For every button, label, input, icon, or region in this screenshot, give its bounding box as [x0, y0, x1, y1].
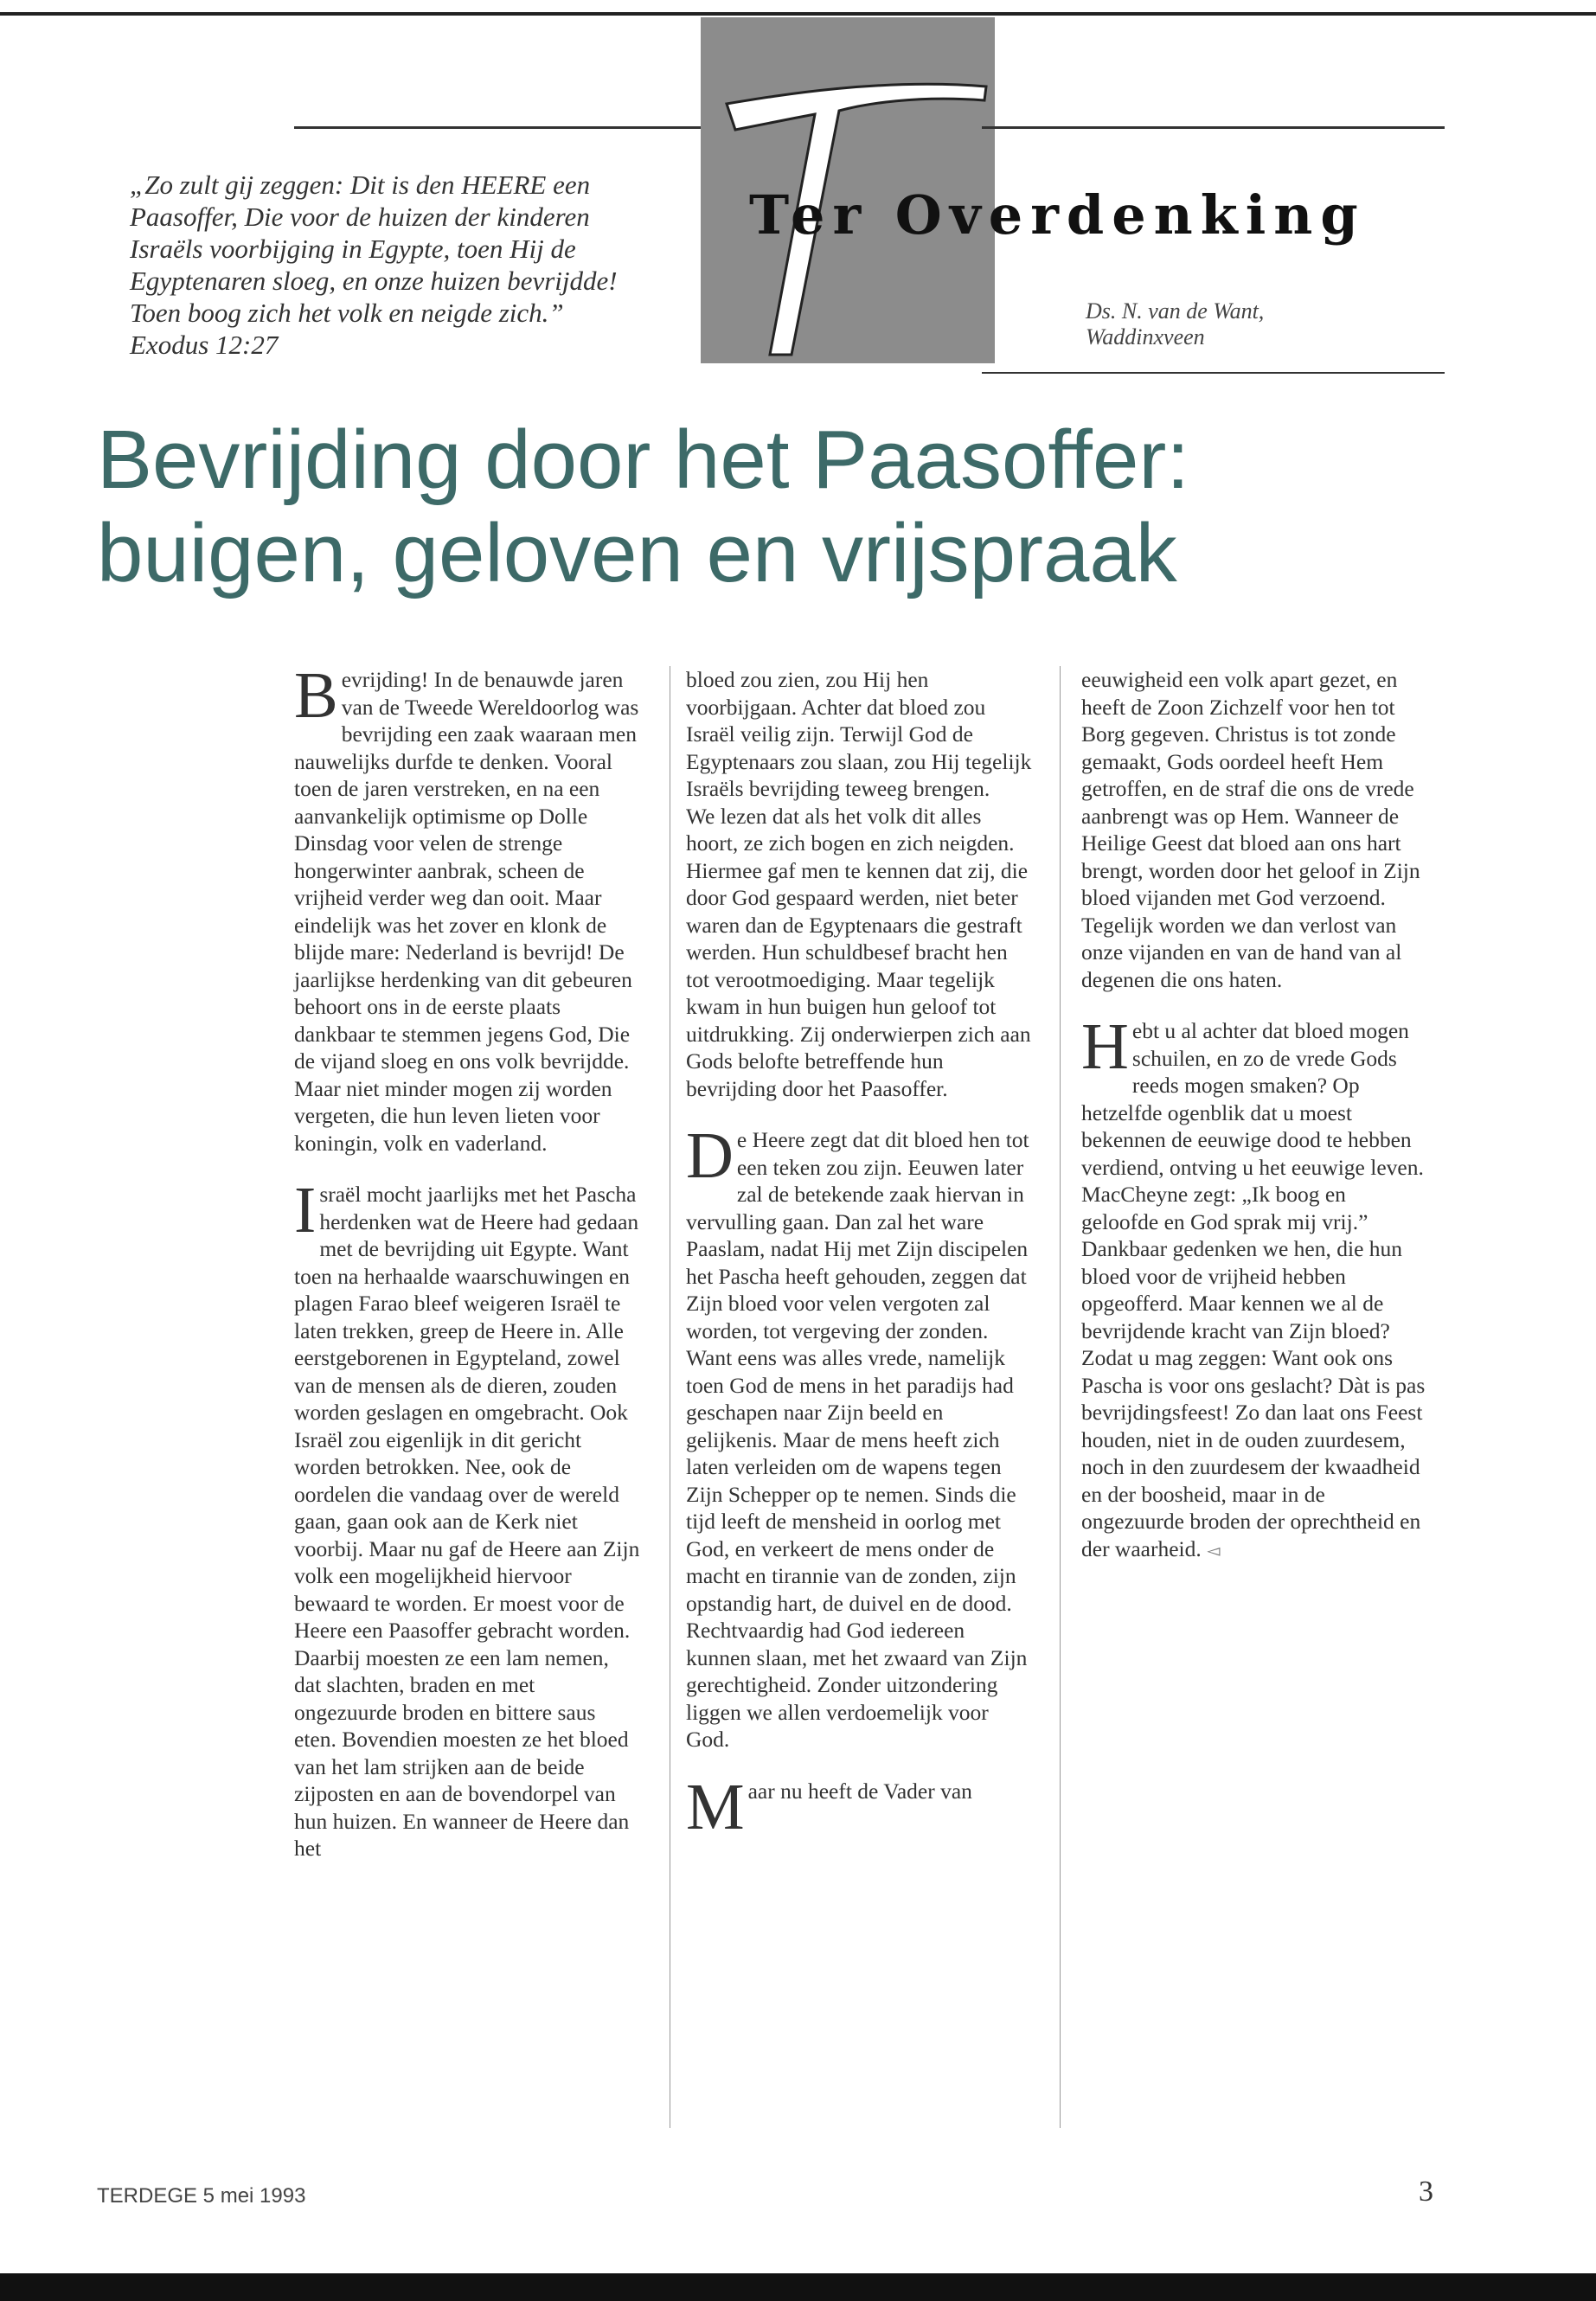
header-rule-bottom — [982, 372, 1445, 374]
end-mark-icon: ◅ — [1207, 1541, 1221, 1561]
paragraph-text: aar nu heeft de Vader van — [747, 1778, 972, 1804]
headline — [97, 413, 1481, 600]
article-column-3 — [1081, 666, 1427, 1589]
paragraph-text: evrijding! In de benauwde jaren van de Tweede Wereldoorlog was bevrijding een zaak waaraan men nauwelijks durfde te denken. Vooral toen de jaren verstreken, en na een aanvankelijk optimisme op Dolle Dinsdag voor velen de strenge hongerwinter aanbrak, scheen de vrijheid verder weg dan ooit. Maar eindelijk was het zover en klonk de blijde mare: Nederland is bevrijd! De jaarlijkse herdenking van dit gebeuren behoort ons in de eerste plaats dankbaar te stemmen jegens God, Die de vijand sloeg en ons volk bevrijdde. Maar niet minder mogen zij worden vergeten, die hun leven lieten voor koningin, volk en vaderland. — [294, 667, 639, 1156]
paragraph: Want eens was alles vrede, namelijk toen God de mens in het paradijs had geschapen naar Zijn beeld en gelijkenis. Maar de mens heeft zich laten verleiden om de wapens tegen Zijn Schepper op te nemen. Sinds die tijd leeft de mensheid in oorlog met God, en verkeert de mens onder de macht en tirannie van de zonden, zijn opstandig hart, de duivel en de dood. Rechtvaardig had God iedereen kunnen slaan, met het zwaard van Zijn gerechtigheid. Zonder uitzondering liggen we allen verdoemelijk voor God. — [686, 1345, 1028, 1752]
article-column-2 — [686, 666, 1032, 1843]
paragraph — [1081, 1235, 1427, 1565]
paragraph-text: ebt u al achter dat bloed mogen schuilen, en zo de vrede Gods reeds mogen smaken? Op hetzelfde ogenblik dat u moest bekennen de eeuwige dood te hebben verdiend, ontving u het eeuwige leven. MacCheyne zegt: „Ik boog en geloofde en God sprak mij vrij.” — [1081, 1018, 1424, 1234]
top-rule — [0, 12, 1596, 16]
paragraph — [686, 1119, 1032, 1344]
paragraph — [294, 659, 640, 1157]
paragraph: eeuwigheid een volk apart gezet, en heeft de Zoon Zichzelf voor hen tot Borg gegeven. Christus is tot zonde gemaakt, Gods oordeel heeft Hem getroffen, en de straf die ons de vrede aanbrengt was op Hem. Wanneer de Heilige Geest dat bloed aan ons hart brengt, worden door het geloof in Zijn bloed vijanden met God verzoend. Tegelijk worden we dan verlost van onze vijanden en van de hand van al degenen die ons haten. — [1081, 667, 1420, 992]
paragraph — [1081, 1010, 1427, 1235]
drop-cap: H — [1081, 1010, 1129, 1083]
column-divider — [1060, 666, 1061, 2128]
drop-cap: I — [294, 1174, 317, 1247]
headline-line-2: buigen, geloven en vrijspraak — [97, 507, 1177, 599]
author-place: Waddinxveen — [1086, 324, 1205, 349]
paragraph-text: e Heere zegt dat dit bloed hen tot een teken zou zijn. Eeuwen later zal de betekende zaak hiervan in vervulling gaan. Dan zal het ware Paaslam, nadat Hij met Zijn discipelen het Pascha heeft gehouden, zeggen dat Zijn bloed voor velen vergoten zal worden, tot vergeving der zonden. — [686, 1127, 1029, 1343]
footer-issue: TERDEGE 5 mei 1993 — [97, 2184, 306, 2208]
author-byline — [1086, 298, 1264, 350]
header-rule-left — [294, 126, 701, 129]
author-name: Ds. N. van de Want, — [1086, 298, 1265, 324]
paragraph: bloed zou zien, zou Hij hen voorbijgaan. Achter dat bloed zou Israël veilig zijn. Terwijl God de Egyptenaars zou slaan, zou Hij tegelijk Israëls bevrijding teweeg brengen. — [686, 667, 1032, 801]
drop-cap: M — [686, 1770, 745, 1843]
article-column-1 — [294, 659, 640, 1887]
drop-cap: B — [294, 659, 338, 732]
paragraph-text: sraël mocht jaarlijks met het Pascha herdenken wat de Heere had gedaan met de bevrijding uit Egypte. Want toen na herhaalde waarschuwingen en plagen Farao bleef weigeren Israël te laten trekken, greep de Heere in. Alle eerstgeborenen in Egypteland, zowel van de mensen als de dieren, zouden worden geslagen en omgebracht. Ook Israël zou eigenlijk in dit gericht worden betrokken. Nee, ook de oordelen die vandaag over de wereld gaan, gaan ook aan de Kerk niet voorbij. Maar nu gaf de Heere aan Zijn volk een mogelijkheid hiervoor bewaard te worden. Er moest voor de Heere een Paasoffer gebracht worden. Daarbij moesten ze een lam nemen, dat slachten, braden en met ongezuurde broden en bittere saus eten. Bovendien moesten ze het bloed van het lam strijken aan de beide zijposten en aan de bovendorpel van hun huizen. En wanneer de Heere dan het — [294, 1182, 640, 1861]
paragraph — [294, 1174, 640, 1862]
headline-line-1: Bevrijding door het Paasoffer: — [97, 413, 1189, 506]
paragraph — [686, 1770, 1032, 1843]
bible-quote: „Zo zult gij zeggen: Dit is den HEERE een Paasoffer, Die voor de huizen der kinderen Israëls voorbijging in Egypte, toen Hij de Egyptenaren sloeg, en onze huizen bevrijdde! Toen boog zich het volk en neigde zich.” Exodus 12:27 — [130, 170, 618, 360]
paragraph-text: Dankbaar gedenken we hen, die hun bloed voor de vrijheid hebben opgeofferd. Maar kennen we al de bevrijdende kracht van Zijn bloed? Zodat u mag zeggen: Want ook ons Pascha is voor ons geslacht? Dàt is pas bevrijdingsfeest! Zo dan laat ons Feest houden, niet in de ouden zuurdesem, noch in den zuurdesem der kwaadheid en der boosheid, maar in de ongezuurde broden der oprechtheid en der waarheid. — [1081, 1236, 1426, 1561]
header-rule-right — [982, 126, 1445, 129]
paragraph: We lezen dat als het volk dit alles hoort, ze zich bogen en zich neigden. Hiermee gaf men te kennen dat zij, die door God gespaard werden, niet beter waren dan de Egyptenaars die gestraft werden. Hun schuldbesef bracht hen tot verootmoediging. Maar tegelijk kwam in hun buigen hun geloof tot uitdrukking. Zij onderwierpen zich aan Gods belofte betreffende hun bevrijding door het Paasoffer. — [686, 803, 1031, 1101]
page-number: 3 — [1419, 2176, 1433, 2208]
section-title: Ter Overdenking — [749, 183, 1366, 247]
bottom-band — [0, 2273, 1596, 2301]
drop-cap: D — [686, 1119, 734, 1192]
